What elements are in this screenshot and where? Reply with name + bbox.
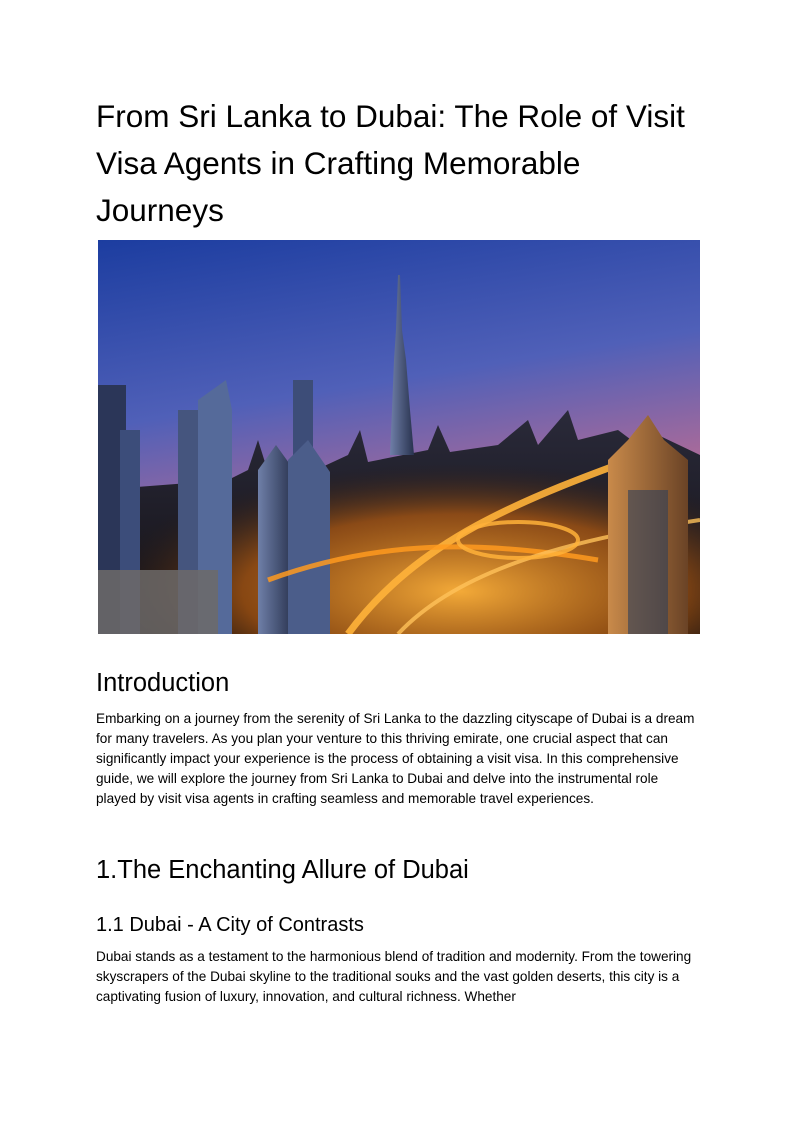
introduction-paragraph: Embarking on a journey from the serenity of Sri Lanka to the dazzling cityscape of Dubai is a dream for many travelers. As you plan your venture to this thriving emirate, one crucial aspect that can significantly impact your experience is the process of obtaining a visit visa. In this comprehensive guide, we will explore the journey from Sri Lanka to Dubai and delve into the instrumental role played by visit visa agents in crafting seamless and memorable travel experiences.: [96, 711, 695, 806]
section-1-heading: 1.The Enchanting Allure of Dubai: [96, 856, 469, 884]
hero-image: [98, 240, 700, 634]
section-1-1-paragraph: Dubai stands as a testament to the harmonious blend of tradition and modernity. From the towering skyscrapers of the Dubai skyline to the traditional souks and the vast golden deserts, this city is a captivating fusion of luxury, innovation, and cultural richness. Whether: [96, 949, 692, 1004]
page-title: From Sri Lanka to Dubai: The Role of Visit Visa Agents in Crafting Memorable Journeys: [96, 98, 685, 228]
introduction-heading: Introduction: [96, 669, 230, 697]
section-1-1-heading: 1.1 Dubai - A City of Contrasts: [96, 914, 364, 936]
